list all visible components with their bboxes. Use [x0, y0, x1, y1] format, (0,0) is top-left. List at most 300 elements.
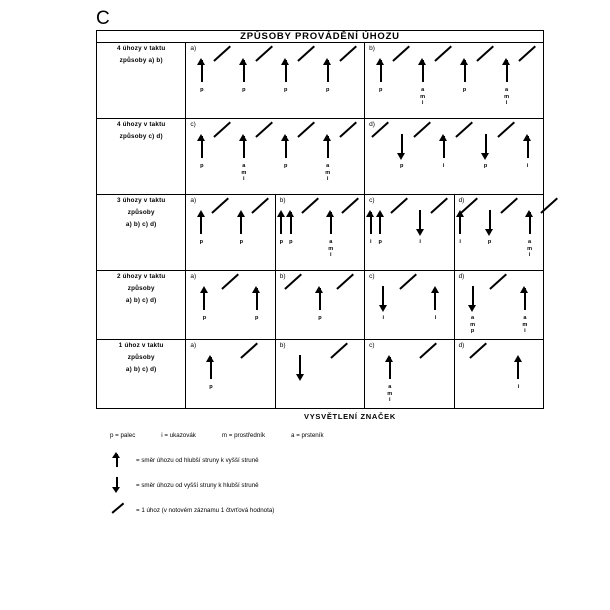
pattern-group: [186, 271, 274, 339]
finger-letter: i: [421, 100, 424, 107]
pattern-group: [365, 195, 461, 270]
stroke-unit: [507, 353, 529, 391]
pattern-cell: [365, 43, 544, 119]
stroke-unit: [281, 208, 301, 246]
slash-icon: [430, 208, 450, 238]
finger-letter: p: [289, 239, 293, 245]
slash-icon: [211, 208, 231, 238]
slash-icon: [339, 132, 359, 162]
finger-label: [504, 87, 509, 107]
stroke-unit: [289, 353, 311, 383]
finger-letter: a: [505, 87, 509, 93]
finger-letter: m: [470, 321, 476, 328]
slash-icon: [284, 284, 304, 314]
arrow-up-icon: [191, 208, 211, 238]
finger-letter: p: [209, 384, 213, 390]
slash-icon: [213, 56, 233, 86]
finger-letter: p: [284, 163, 288, 169]
finger-label: [419, 239, 421, 246]
slash-icon: [460, 208, 480, 238]
pattern-cell: [365, 271, 454, 340]
slash-icon: [489, 284, 509, 314]
slash-icon: [455, 132, 475, 162]
arrow-down-icon: [110, 477, 130, 493]
arrow-up-icon: [201, 353, 221, 383]
finger-label: [379, 87, 382, 94]
slash-icon: [330, 353, 350, 383]
pattern-letter: d): [458, 273, 465, 280]
stroke-sequence: [455, 208, 543, 270]
finger-letter: i: [517, 384, 520, 390]
slash-icon: [371, 132, 391, 162]
row-label-line: 4 úhozy v taktu: [116, 121, 166, 128]
finger-letter: p: [242, 87, 246, 93]
arrow-down-icon: [463, 284, 483, 314]
finger-letter: i: [370, 239, 372, 245]
finger-letter: i: [524, 328, 526, 335]
table-row: [97, 340, 544, 409]
finger-letter: i: [419, 239, 421, 245]
pattern-letter: a): [190, 197, 197, 204]
legend-icon-slot: [110, 477, 136, 493]
arrow-up-icon: [276, 56, 296, 86]
finger-letter: m: [527, 245, 533, 252]
finger-letter: a: [523, 315, 527, 321]
finger-label: [240, 239, 243, 246]
arrow-up-icon: [234, 56, 254, 86]
stroke-sequence: [365, 208, 461, 270]
finger-letter: p: [279, 239, 284, 245]
pattern-cell: [454, 271, 543, 340]
pattern-letter: a): [190, 342, 197, 349]
stroke-sequence: [186, 208, 284, 270]
stroke-unit: [517, 56, 538, 86]
stroke-unit: [317, 132, 338, 183]
finger-label: [400, 163, 403, 170]
arrow-up-icon: [281, 208, 301, 238]
stroke-sequence: [186, 56, 364, 118]
pattern-cell: [365, 340, 454, 409]
stroke-unit: [433, 132, 454, 170]
stroke-unit: [488, 284, 510, 314]
table-row: [97, 119, 544, 195]
pattern-group: [365, 271, 453, 339]
pattern-cell: [186, 119, 365, 195]
stroke-unit: [424, 284, 446, 322]
stroke-unit: [335, 284, 357, 314]
finger-label: [382, 315, 384, 322]
stroke-unit: [460, 208, 480, 238]
finger-label: [463, 87, 466, 94]
pattern-cell: [454, 340, 543, 409]
arrow-up-icon: [508, 353, 528, 383]
slash-icon: [110, 502, 130, 518]
finger-letter: i: [243, 176, 245, 183]
arrow-up-icon: [520, 208, 540, 238]
arrow-down-icon: [392, 132, 412, 162]
arrow-up-icon: [192, 56, 212, 86]
row-label: [97, 340, 186, 409]
stroke-unit: [296, 56, 317, 86]
row-label-line: 1 úhoz v taktu: [118, 342, 164, 349]
finger-letter: a: [242, 163, 246, 169]
slash-icon: [297, 56, 317, 86]
finger-letter: p: [487, 239, 492, 245]
finger-letter: m: [387, 390, 393, 397]
row-label-line: a) b) c) d): [125, 296, 157, 304]
finger-label: [284, 163, 287, 170]
finger-letter: i: [442, 163, 445, 169]
slash-icon: [392, 56, 412, 86]
pattern-letter: a): [190, 273, 197, 280]
arrow-up-icon: [413, 56, 433, 86]
slash-icon: [419, 353, 439, 383]
slash-icon: [341, 208, 361, 238]
stroke-unit: [391, 56, 412, 86]
arrow-down-icon: [476, 132, 496, 162]
pattern-cell: [275, 195, 372, 271]
slash-icon: [413, 132, 433, 162]
finger-label: [200, 239, 203, 246]
stroke-sequence: [186, 353, 274, 408]
finger-letter: i: [329, 252, 332, 259]
stroke-unit: [390, 208, 410, 238]
legend-item-text: = 1 úhoz (v notovém záznamu 1 čtvrťová hodnota): [136, 506, 275, 514]
slash-icon: [336, 284, 356, 314]
finger-label: [242, 87, 245, 94]
finger-letter: i: [434, 315, 437, 321]
pattern-group: [455, 195, 543, 270]
stroke-unit: [254, 56, 275, 86]
stroke-unit: [370, 208, 390, 246]
stroke-unit: [309, 284, 331, 322]
finger-label: [435, 315, 437, 322]
stroke-sequence: [455, 353, 543, 408]
pattern-letter: b): [279, 273, 286, 280]
arrow-up-icon: [318, 56, 338, 86]
arrow-up-icon: [276, 132, 296, 162]
stroke-unit: [468, 353, 490, 383]
arrow-down-icon: [480, 208, 500, 238]
finger-letter: p: [239, 239, 244, 245]
finger-letter: p: [378, 87, 383, 93]
pattern-group: [186, 195, 284, 270]
pattern-cell: [186, 195, 284, 271]
table-row: [97, 271, 544, 340]
stroke-unit: [462, 284, 484, 335]
stroke-sequence: [186, 132, 364, 194]
arrow-up-icon: [455, 56, 475, 86]
finger-letter: p: [200, 163, 204, 169]
pattern-letter: d): [458, 342, 465, 349]
legend-abbreviations: [96, 432, 544, 439]
pattern-group: [186, 119, 364, 194]
row-label-line: a) b) c) d): [125, 365, 157, 373]
row-label-line: způsoby a) b): [119, 56, 163, 64]
finger-label: [326, 87, 329, 94]
pattern-group: [186, 340, 274, 408]
slash-icon: [497, 132, 517, 162]
row-label-line: způsoby c) d): [119, 132, 163, 140]
finger-label: [325, 163, 330, 183]
finger-label: [289, 239, 292, 246]
stroke-unit: [283, 284, 305, 314]
stroke-unit: [372, 284, 394, 322]
stroke-unit: [191, 56, 212, 94]
finger-letter: p: [284, 87, 288, 93]
row-label-line: a) b) c) d): [125, 220, 157, 228]
stroke-unit: [391, 132, 412, 170]
stroke-unit: [233, 56, 254, 94]
pattern-group: [365, 43, 543, 118]
finger-label: [378, 239, 381, 246]
finger-letter: a: [329, 239, 333, 245]
finger-letter: p: [202, 315, 207, 321]
stroke-unit: [212, 132, 233, 162]
arrow-up-icon: [194, 284, 214, 314]
finger-letter: m: [522, 321, 528, 328]
pattern-group: [455, 271, 543, 339]
arrow-up-icon: [434, 132, 454, 162]
arrow-up-icon: [110, 452, 130, 468]
stroke-sequence: [365, 132, 543, 194]
pattern-cell: [186, 43, 365, 119]
table-title: ZPŮSOBY PROVÁDĚNÍ ÚHOZU: [97, 31, 544, 43]
arrow-up-icon: [371, 56, 391, 86]
finger-letter: m: [328, 245, 334, 252]
finger-label: [203, 315, 206, 322]
finger-letter: m: [504, 93, 510, 100]
arrow-down-icon: [410, 208, 430, 238]
arrow-down-icon: [290, 353, 310, 383]
row-label: [97, 271, 186, 340]
legend-abbreviation: i = ukazovák: [161, 432, 196, 439]
pattern-group: [365, 119, 543, 194]
slash-icon: [540, 208, 560, 238]
pattern-group: [186, 43, 364, 118]
stroke-unit: [329, 353, 351, 383]
finger-letter: i: [505, 100, 508, 107]
stroke-unit: [239, 353, 261, 383]
stroke-unit: [338, 56, 359, 86]
finger-label: [527, 163, 529, 170]
pattern-cell: [365, 195, 461, 271]
row-label-line: 2 úhozy v taktu: [116, 273, 166, 280]
finger-letter: p: [462, 87, 467, 93]
finger-letter: p: [200, 87, 204, 93]
stroke-unit: [500, 208, 520, 238]
finger-label: [255, 315, 258, 322]
row-label-line: 3 úhozy v taktu: [116, 197, 166, 204]
stroke-unit: [211, 208, 231, 238]
stroke-sequence: [276, 284, 364, 339]
pattern-group: [276, 195, 372, 270]
stroke-sequence: [455, 284, 543, 339]
arrow-down-icon: [373, 284, 393, 314]
finger-label: [443, 163, 445, 170]
finger-label: [518, 384, 520, 391]
stroke-unit: [496, 132, 517, 162]
slash-icon: [476, 56, 496, 86]
row-label-line: způsoby: [127, 284, 155, 292]
slash-icon: [251, 208, 271, 238]
arrow-up-icon: [247, 284, 267, 314]
stroke-unit: [275, 132, 296, 170]
stroke-unit: [454, 56, 475, 94]
slash-icon: [500, 208, 520, 238]
pattern-group: [276, 271, 364, 339]
arrow-up-icon: [234, 132, 254, 162]
legend-item: [96, 477, 544, 493]
pattern-cell: [186, 271, 275, 340]
arrow-up-icon: [318, 132, 338, 162]
legend-abbreviation: p = palec: [110, 432, 136, 439]
finger-label: [484, 163, 487, 170]
arrow-up-icon: [192, 132, 212, 162]
slash-icon: [469, 353, 489, 383]
legend: [96, 412, 544, 527]
stroke-unit: [191, 132, 212, 170]
stroke-unit: [321, 208, 341, 259]
row-label-line: způsoby: [127, 353, 155, 361]
legend-item: [96, 452, 544, 468]
legend-abbreviation: m = prostředník: [221, 432, 266, 439]
pattern-letter: b): [279, 342, 286, 349]
finger-label: [387, 384, 392, 404]
stroke-unit: [540, 208, 560, 238]
finger-letter: a: [421, 87, 425, 93]
stroke-sequence: [186, 284, 274, 339]
finger-letter: p: [254, 315, 259, 321]
finger-label: [488, 239, 491, 246]
pattern-letter: a): [190, 45, 197, 52]
stroke-unit: [341, 208, 361, 238]
stroke-unit: [251, 208, 271, 238]
finger-letter: m: [420, 93, 426, 100]
finger-label: [470, 315, 475, 335]
slash-icon: [240, 353, 260, 383]
table-row: [97, 195, 544, 271]
stroke-unit: [475, 132, 496, 170]
legend-item: [96, 502, 544, 518]
arrow-up-icon: [310, 284, 330, 314]
finger-letter: a: [326, 163, 330, 169]
legend-items: [96, 452, 544, 518]
finger-label: [209, 384, 212, 391]
page-title: C: [96, 8, 110, 29]
stroke-unit: [246, 284, 268, 322]
finger-letter: m: [325, 169, 331, 176]
stroke-unit: [433, 56, 454, 86]
legend-title: VYSVĚTLENÍ ZNAČEK: [304, 412, 396, 421]
finger-letter: a: [388, 384, 392, 390]
finger-letter: a: [527, 239, 532, 245]
stroke-unit: [212, 56, 233, 86]
stroke-unit: [454, 132, 475, 162]
stroke-unit: [275, 56, 296, 94]
finger-letter: p: [378, 239, 382, 245]
pattern-group: [276, 340, 364, 408]
finger-label: [522, 315, 527, 335]
slash-icon: [339, 56, 359, 86]
stroke-unit: [412, 56, 433, 107]
arrow-up-icon: [515, 284, 535, 314]
table-row: [97, 43, 544, 119]
stroke-unit: [254, 132, 275, 162]
slash-icon: [390, 208, 410, 238]
finger-label: [527, 239, 532, 259]
stroke-unit: [398, 284, 420, 314]
legend-item-text: = směr úhozu od hlubší struny k vyšší struně: [136, 456, 259, 464]
stroke-unit: [514, 284, 536, 335]
stroke-unit: [412, 132, 433, 162]
slash-icon: [255, 132, 275, 162]
legend-icon-slot: [110, 502, 136, 518]
legend-item-text: = směr úhozu od vyšší struny k hlubší struně: [136, 481, 259, 489]
row-label: [97, 119, 186, 195]
finger-label: [328, 239, 333, 259]
pattern-group: [455, 340, 543, 408]
finger-letter: p: [199, 239, 204, 245]
arrow-up-icon: [321, 208, 341, 238]
finger-label: [241, 163, 246, 183]
pattern-letter: c): [369, 342, 375, 349]
stroke-sequence: [365, 353, 453, 408]
finger-label: [200, 163, 203, 170]
stroke-unit: [200, 353, 222, 391]
stroke-unit: [220, 284, 242, 314]
finger-letter: a: [471, 315, 475, 321]
finger-letter: p: [325, 87, 330, 93]
slash-icon: [434, 56, 454, 86]
finger-letter: i: [528, 252, 531, 259]
stroke-unit: [191, 208, 211, 246]
slash-icon: [221, 284, 241, 314]
finger-label: [200, 87, 203, 94]
stroke-unit: [496, 56, 517, 107]
finger-letter: p: [483, 163, 488, 169]
pattern-cell: [454, 195, 543, 271]
finger-label: [284, 87, 287, 94]
arrow-up-icon: [518, 132, 538, 162]
arrow-up-icon: [231, 208, 251, 238]
finger-letter: i: [526, 163, 529, 169]
slash-icon: [297, 132, 317, 162]
finger-letter: i: [326, 176, 329, 183]
finger-letter: p: [399, 163, 404, 169]
row-label-line: způsoby: [127, 208, 155, 216]
stroke-sequence: [276, 208, 372, 270]
legend-abbreviation: a = prsteník: [291, 432, 324, 439]
row-label: [97, 195, 186, 271]
stroke-unit: [410, 208, 430, 246]
stroke-techniques-table-wrapper: [96, 30, 544, 409]
finger-letter: m: [241, 169, 247, 176]
stroke-sequence: [276, 353, 364, 408]
pattern-letter: b): [279, 197, 286, 204]
stroke-unit: [520, 208, 540, 259]
stroke-techniques-table: [96, 30, 544, 409]
finger-letter: p: [470, 328, 475, 335]
stroke-unit: [301, 208, 321, 238]
row-label-line: 4 úhozy v taktu: [116, 45, 166, 52]
stroke-unit: [338, 132, 359, 162]
legend-icon-slot: [110, 452, 136, 468]
slash-icon: [301, 208, 321, 238]
pattern-letter: d): [458, 197, 465, 204]
slash-icon: [255, 56, 275, 86]
stroke-unit: [296, 132, 317, 162]
